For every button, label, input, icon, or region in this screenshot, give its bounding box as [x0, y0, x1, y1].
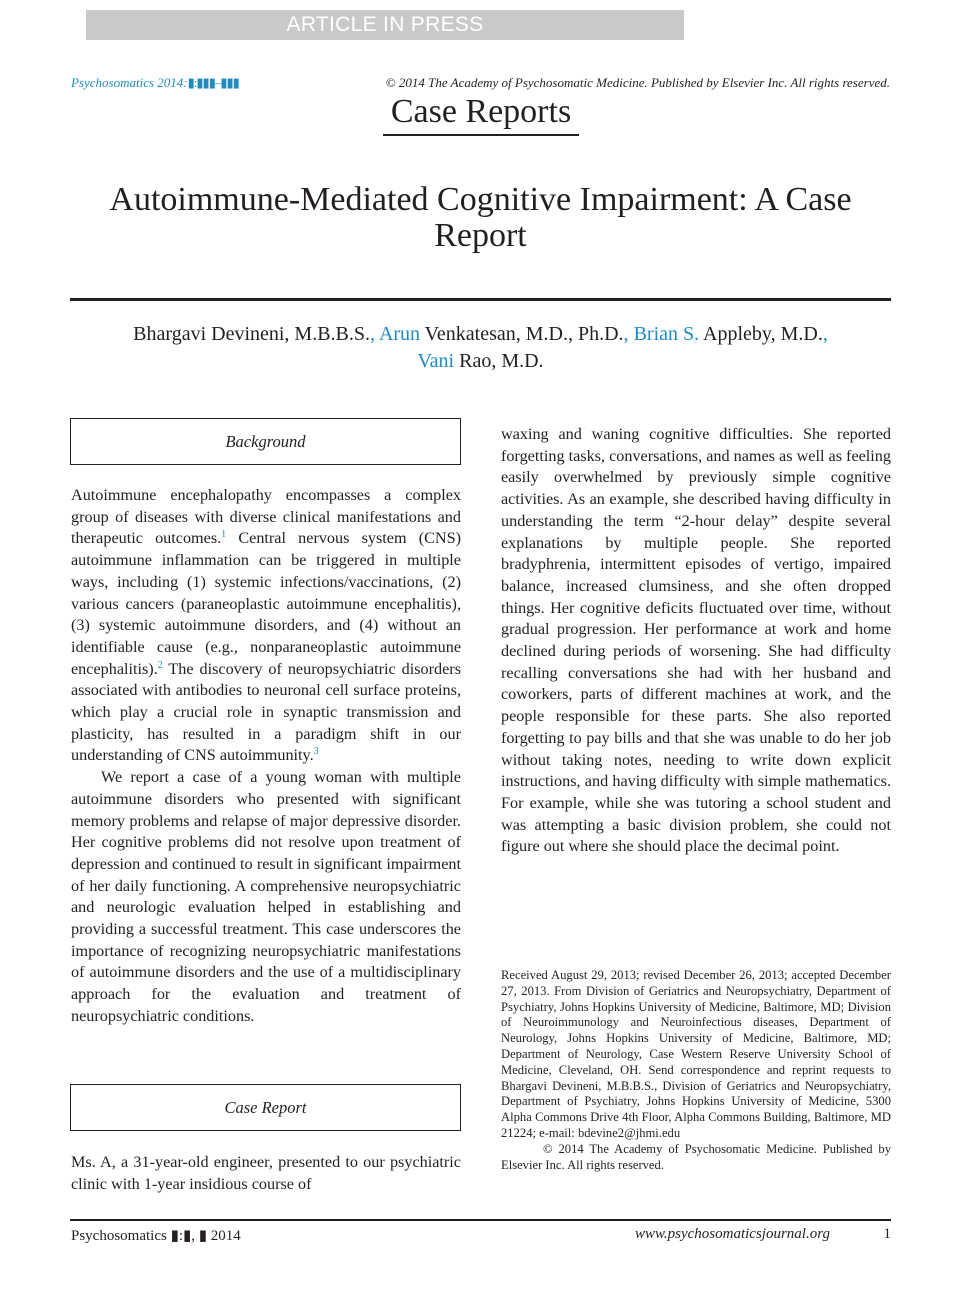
article-title: Autoimmune-Mediated Cognitive Impairment: A Case Report — [109, 181, 852, 254]
author-separator-link[interactable]: , — [370, 323, 379, 345]
case-report-heading-box — [70, 1084, 461, 1131]
author-name-rest: Devineni, M.B.B.S. — [206, 323, 371, 345]
author-first-name-link[interactable]: Arun — [378, 323, 421, 345]
background-paragraph: We report a case of a young woman with multiple autoimmune disorders who presented with significant memory problems and relapse of major depressive disorder. Her cognitive problems did not resolve upon treatment of depression and continued to result in significant impairment of her daily functioning. A comprehensive neuropsychiatric and neurologic evaluation helped in establishing and providing a successful treatment. This case underscores the importance of recognizing neuropsychiatric manifestations of autoimmune disorders and the use of a multidisciplinary approach for the evaluation and treatment of neuropsychiatric conditions. — [71, 768, 461, 1025]
page-number: 1 — [883, 1226, 891, 1242]
background-text: The discovery of neuropsychiatric disorders associated with antibodies to neuronal cell surface proteins, which play a crucial role in synaptic transmission and plasticity, has resulted in a paradigm shift in our understanding of CNS autoimmunity. — [71, 659, 461, 765]
case-report-heading: Case Report — [224, 1098, 307, 1117]
author-separator-link[interactable]: , — [623, 323, 634, 345]
author-name-rest: Venkatesan, M.D., Ph.D. — [420, 323, 624, 345]
reference-link[interactable]: 2 — [157, 659, 163, 671]
background-text: Autoimmune encephalopathy encompasses a complex group of diseases with diverse clinical manifestations and therapeutic outcomes. — [71, 486, 461, 548]
author-list — [70, 321, 891, 375]
journal-citation-text: Psychosomatics 2014: — [71, 75, 188, 90]
journal-citation-marks: ▮:▮▮▮–▮▮▮ — [187, 75, 239, 90]
author-first-name-link[interactable]: Brian S. — [633, 323, 700, 345]
section-title: Case Reports — [390, 93, 572, 130]
author-name-rest: Appleby, M.D. — [699, 323, 823, 345]
received-dates-affiliations: Received August 29, 2013; revised December 26, 2013; accepted December 27, 2013. From Division of Geriatrics and Neuropsychiatry, Department of Psychiatry, Johns Hopkins University of Medicine, Baltimore, MD; Division of Neuroimmunology and Neuroinfectious diseases, Department of Neurology, Johns Hopkins University of Medicine, Baltimore, MD; Department of Neurology, Case Western Reserve University School of Medicine, Cleveland, OH. Send correspondence and reprint requests to Bhargavi Devineni, M.B.B.S., Division of Geriatrics and Neuropsychiatry, Department of Psychiatry, Johns Hopkins University of Medicine, 5300 Alpha Commons Drive 4th Floor, Alpha Commons Building, Baltimore, MD 21224; e-mail: bdevine2@jhmi.edu — [501, 968, 891, 1140]
footer-divider — [70, 1219, 891, 1221]
footer-journal: Psychosomatics ▮:▮, ▮ 2014 — [71, 1228, 241, 1244]
author-first-name: Bhargavi — [133, 323, 207, 345]
reference-link[interactable]: 3 — [313, 746, 319, 758]
case-report-paragraph: Ms. A, a 31-year-old engineer, presented to our psychiatric clinic with 1-year insidious course of — [71, 1153, 461, 1193]
reference-link[interactable]: 1 — [221, 529, 227, 541]
footnote-copyright: © 2014 The Academy of Psychosomatic Medicine. Published by Elsevier Inc. All rights reserved. — [501, 1141, 891, 1172]
background-body — [71, 485, 461, 1028]
case-report-body — [71, 1152, 461, 1195]
section-underline — [383, 134, 579, 136]
right-column-body — [501, 424, 891, 858]
author-separator-link[interactable]: , — [822, 323, 828, 345]
header-copyright: © 2014 The Academy of Psychosomatic Medicine. Published by Elsevier Inc. All rights reserved. — [385, 75, 890, 90]
journal-citation-link[interactable] — [71, 75, 239, 91]
author-name-rest: Rao, M.D. — [454, 350, 544, 372]
journal-website-link[interactable]: www.psychosomaticsjournal.org — [634, 1226, 830, 1242]
background-paragraph — [71, 485, 461, 767]
title-divider — [70, 298, 891, 301]
author-first-name-link[interactable]: Vani — [417, 350, 455, 372]
case-report-continuation: waxing and waning cognitive difficulties. She reported forgetting tasks, conversations, and names as well as feeling easily overwhelmed by previously simple cognitive activities. As an example, she described having difficulty in understanding the term “2-hour delay” despite several explanations by multiple people. She reported bradyphrenia, intermittent episodes of vertigo, impaired balance, increased clumsiness, and she often dropped things. Her cognitive deficits fluctuated over time, without gradual progression. Her performance at work and home declined during periods of worsening. She had difficulty recalling conversations she had with her husband and coworkers, parts of different machines at work, and the people responsible for these parts. She also reported forgetting to pay bills and that she was unable to do her job without taking notes, needing to write down explicit instructions, and having difficulty with simple mathematics. For example, while she was tutoring a school student and was attempting a basic division problem, she could not figure out where she should place the decimal point. — [501, 425, 891, 856]
background-heading: Background — [225, 432, 306, 451]
article-in-press-banner: ARTICLE IN PRESS — [86, 10, 684, 40]
background-heading-box — [70, 418, 461, 465]
background-text: Central nervous system (CNS) autoimmune inflammation can be triggered in multiple ways, including (1) systemic infections/vaccinations, (2) various cancers (paraneoplastic autoimmune encephalitis), (3) systemic autoimmune disorders, and (4) without an identifiable cause (e.g., nonparaneoplastic autoimmune encephalitis). — [71, 529, 461, 678]
article-footnote — [501, 968, 891, 1173]
